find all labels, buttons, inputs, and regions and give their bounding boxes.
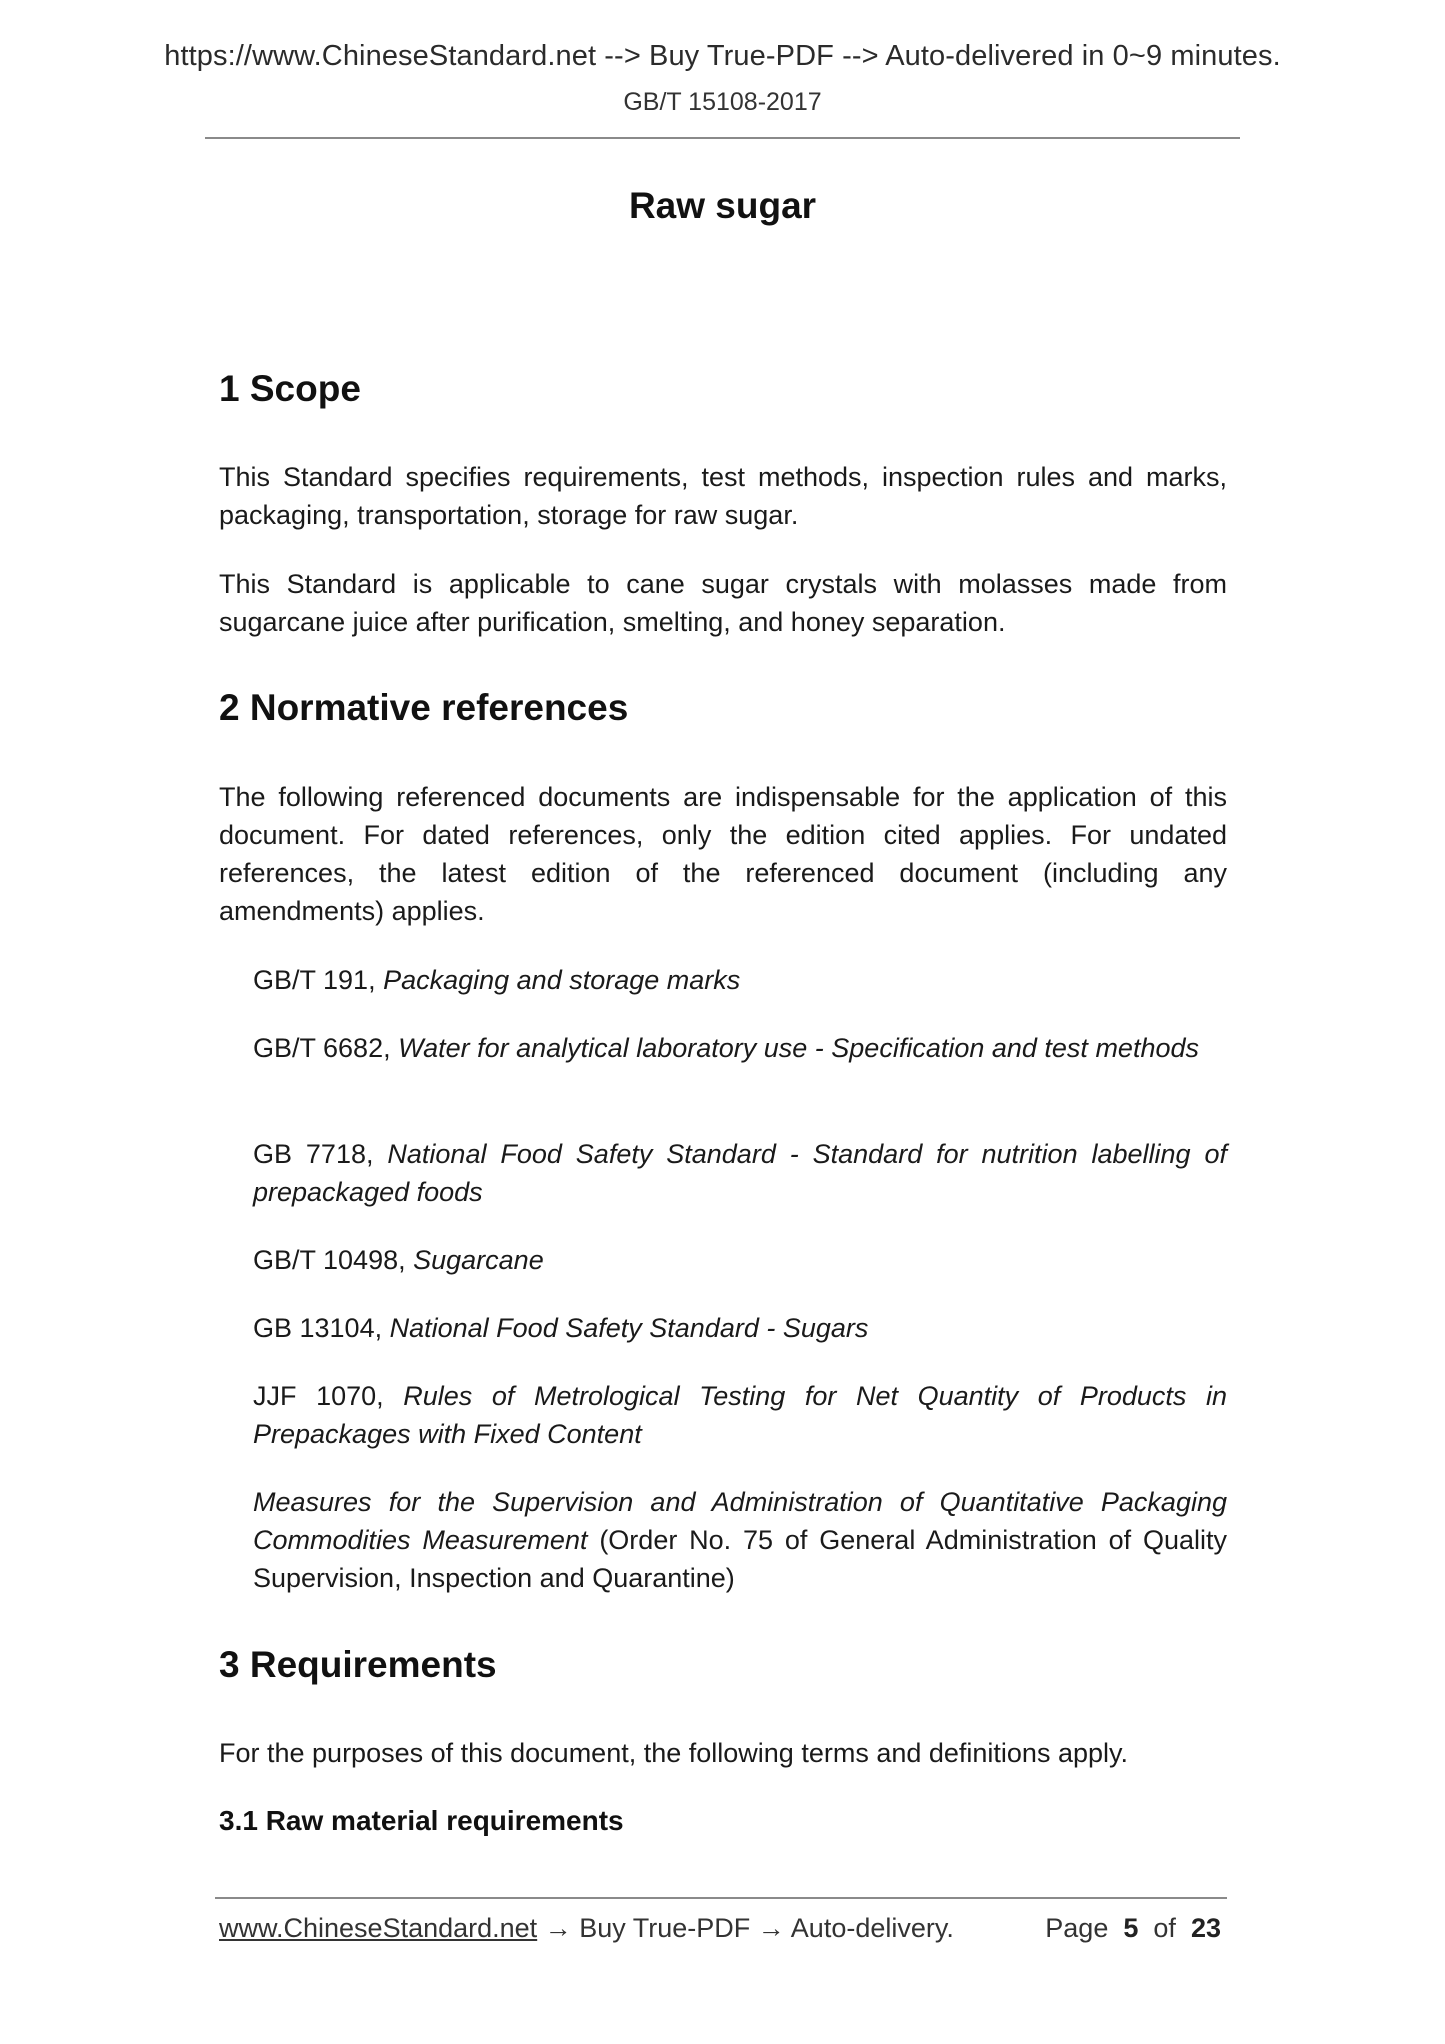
reference-code: GB/T 10498, xyxy=(253,1245,414,1275)
arrow-right-icon: → xyxy=(757,1913,785,1943)
total-pages: 23 xyxy=(1190,1913,1221,1943)
reference-code: GB/T 191, xyxy=(253,965,384,995)
subheading-raw-material-requirements: 3.1 Raw material requirements xyxy=(219,1805,624,1836)
page-label: Page xyxy=(1045,1913,1109,1943)
footer-site-link[interactable]: www.ChineseStandard.net xyxy=(219,1913,538,1943)
reference-item xyxy=(253,1241,1227,1279)
requirements-intro-paragraph: For the purposes of this document, the following terms and definitions apply. xyxy=(219,1738,1128,1768)
document-title: Raw sugar xyxy=(628,185,817,226)
footer-auto-text: Auto-delivery. xyxy=(790,1913,954,1943)
reference-item xyxy=(253,1309,1227,1347)
reference-title: Packaging and storage marks xyxy=(383,965,741,995)
footer-divider xyxy=(215,1897,1227,1899)
reference-title: Sugarcane xyxy=(413,1245,544,1275)
reference-item xyxy=(253,1135,1227,1211)
scope-paragraph-2: This Standard is applicable to cane sugar crystals with molasses made from sugarcane juice after purification, smelting, and honey separation. xyxy=(219,569,1227,637)
reference-code: GB 7718, xyxy=(253,1139,388,1169)
reference-item xyxy=(253,961,1227,999)
reference-item xyxy=(253,1377,1227,1453)
reference-item xyxy=(253,1029,1227,1067)
reference-title: National Food Safety Standard - Sugars xyxy=(389,1313,869,1343)
reference-code: JJF 1070, xyxy=(253,1381,404,1411)
page-number xyxy=(1045,1913,1221,1944)
footer-buy-text: Buy True-PDF xyxy=(579,1913,751,1943)
reference-title: National Food Safety Standard - Standard for nutrition labelling of prepackaged foods xyxy=(253,1139,1227,1207)
normative-intro-paragraph: The following referenced documents are indispensable for the application of this document. For dated references, only the edition cited applies. For undated references, the latest edition of the referenced document (including any amendments) applies. xyxy=(219,782,1227,926)
reference-suffix: (Order No. 75 of General Administration of Quality Supervision, Inspection and Quarantine) xyxy=(253,1525,1227,1593)
header-url-line: https://www.ChineseStandard.net --> Buy True-PDF --> Auto-delivered in 0~9 minutes. xyxy=(164,40,1281,72)
heading-requirements: 3 Requirements xyxy=(219,1644,497,1685)
current-page: 5 xyxy=(1123,1913,1139,1943)
header-standard-code: GB/T 15108-2017 xyxy=(623,88,822,116)
reference-title: Rules of Metrological Testing for Net Quantity of Products in Prepackages with Fixed Content xyxy=(253,1381,1228,1449)
reference-code: GB 13104, xyxy=(253,1313,390,1343)
reference-code: GB/T 6682, xyxy=(253,1033,399,1063)
heading-normative-references: 2 Normative references xyxy=(219,687,629,728)
reference-title: Water for analytical laboratory use - Specification and test methods xyxy=(398,1033,1199,1063)
heading-scope: 1 Scope xyxy=(219,368,361,409)
header-divider xyxy=(205,137,1240,139)
page-footer xyxy=(219,1913,1227,1944)
reference-item xyxy=(253,1483,1227,1597)
of-label: of xyxy=(1153,1913,1176,1943)
arrow-right-icon: → xyxy=(544,1913,572,1943)
reference-title: Measures for the Supervision and Administration of Quantitative Packaging Commodities Measurement xyxy=(253,1487,1227,1555)
scope-paragraph-1: This Standard specifies requirements, test methods, inspection rules and marks, packaging, transportation, storage for raw sugar. xyxy=(219,462,1227,530)
